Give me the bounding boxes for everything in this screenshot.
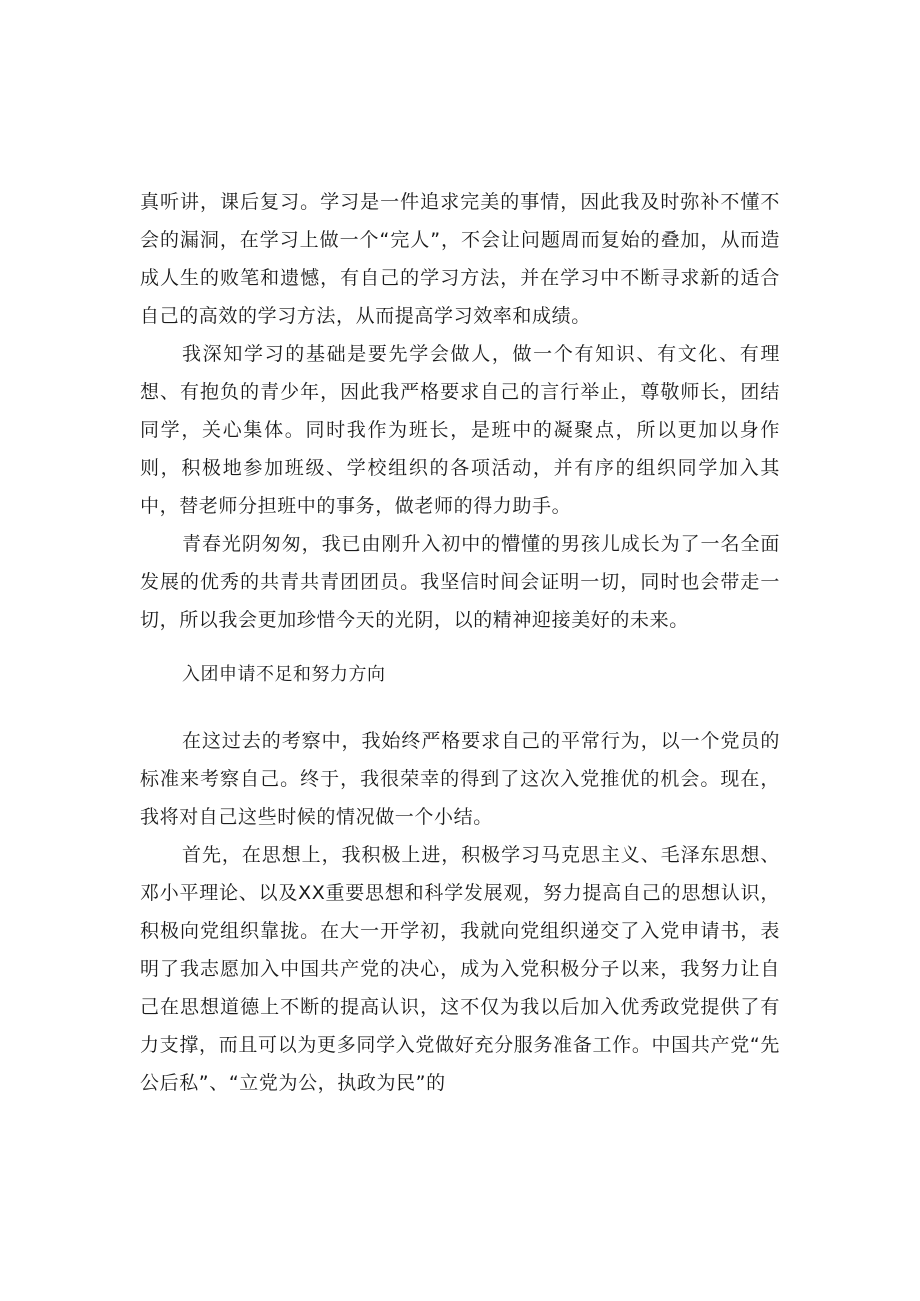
document-body-part1: [140, 183, 780, 639]
paragraph-youth: 青春光阴匆匆，我已由刚升入初中的懵懂的男孩儿成长为了一名全面发展的优秀的共青共青团团员。我坚信时间会证明一切，同时也会带走一切，所以我会更加珍惜今天的光阴，以的精神迎接美好的未来。: [140, 533, 780, 631]
section-heading: 入团申请不足和努力方向: [182, 664, 386, 685]
paragraph-ideology: 首先，在思想上，我积极上进，积极学习马克思主义、毛泽东思想、邓小平理论、以及XX重要思想和科学发展观，努力提高自己的思想认识，积极向党组织靠拢。在大一开学初，我就向党组织递交了入党申请书，表明了我志愿加入中国共产党的决心，成为入党积极分子以来，我努力让自己在思想道德上不断的提高认识，这不仅为我以后加入优秀政党提供了有力支撑，而且可以为更多同学入党做好充分服务准备工作。中国共产党“先公后私”、“立党为公，执政为民”的: [140, 844, 780, 1094]
document-body-part2: [140, 722, 780, 1102]
paragraph-conduct: 我深知学习的基础是要先学会做人，做一个有知识、有文化、有理想、有抱负的青少年，因此我严格要求自己的言行举止，尊敬师长，团结同学，关心集体。同时我作为班长，是班中的凝聚点，所以更加以身作则，积极地参加班级、学校组织的各项活动，并有序的组织同学加入其中，替老师分担班中的事务，做老师的得力助手。: [140, 343, 780, 517]
paragraph-continuation: 真听讲，课后复习。学习是一件追求完美的事情，因此我及时弥补不懂不会的漏洞，在学习上做一个“完人”，不会让问题周而复始的叠加，从而造成人生的败笔和遗憾，有自己的学习方法，并在学习中不断寻求新的适合自己的高效的学习方法，从而提高学习效率和成绩。: [140, 191, 780, 327]
paragraph-review: 在这过去的考察中，我始终严格要求自己的平常行为，以一个党员的标准来考察自己。终于，我很荣幸的得到了这次入党推优的机会。现在，我将对自己这些时候的情况做一个小结。: [140, 730, 780, 828]
